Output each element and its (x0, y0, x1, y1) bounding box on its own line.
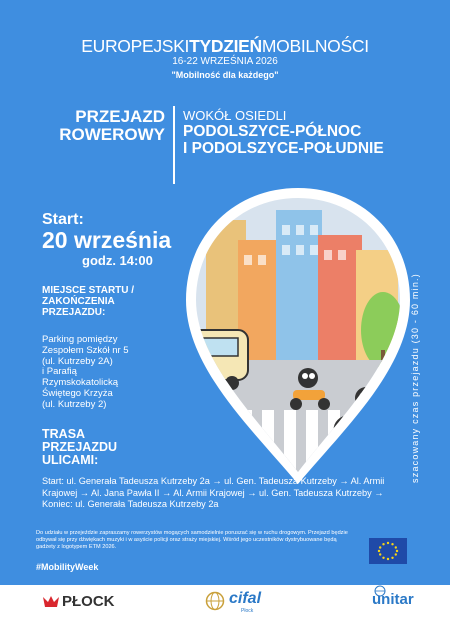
place-heading: MIEJSCE STARTU / ZAKOŃCZENIA PRZEJAZDU: (42, 285, 135, 318)
ride-type: PRZEJAZD ROWEROWY (59, 107, 165, 144)
place-text: Parking pomiędzy Zespołem Szkół nr 5 (ul. Kutrzeby 2A) i Parafią Rzymskokatolicką Świętego Krzyża (ul. Kutrzeby 2) (42, 334, 129, 410)
duration-vertical-text: szacowany czas przejazdu (30 - 60 min.) (410, 272, 420, 483)
event-slogan: "Mobilność dla każdego" (171, 70, 279, 80)
globe-icon (205, 591, 225, 611)
sponsor-logos: PŁOCK cifal Płock unitar (0, 585, 450, 620)
eu-flag-icon (369, 538, 407, 564)
route-text: Start: ul. Generała Tadeusza Kutrzeby 2a → ul. Gen. Tadeusza Kutrzeby → Al. Armii Krajowej → Al. Jana Pawła II → Al. Armii Krajowej → ul. Gen. Tadeusza Kutrzeby → Koniec: ul. Generała Tadeusza Kutrzeby 2a (42, 476, 385, 509)
ride-area: WOKÓŁ OSIEDLI PODOLSZYCE-PÓŁNOC I PODOLSZYCE-POŁUDNIE (183, 108, 384, 157)
event-dates: 16-22 WRZEŚNIA 2026 (172, 56, 278, 67)
start-info (42, 212, 171, 270)
route-heading: TRASA PRZEJAZDU ULICAMI: (42, 427, 118, 467)
hashtag: #MobilityWeek (36, 562, 99, 572)
start-label: Start: (42, 211, 84, 228)
title-divider (173, 106, 175, 184)
map-pin-illustration (178, 180, 418, 490)
start-date: 20 września (42, 227, 172, 253)
event-title: EUROPEJSKITYDZIEŃMOBILNOŚCI (81, 36, 369, 56)
start-time: godz. 14:00 (82, 253, 153, 268)
plock-eagle-icon (42, 594, 60, 610)
participation-note: Do udziału w przejeździe zapraszamy rowerzystów mogących samodzielnie poruszać się w ruchu drogowym. Przejazd będzie odbywał się przy dźwiękach muzyki i w asyście policji oraz straży miejskiej. Wśród jego uczestników dystrybuowane będą gadżety z logotypem ETM 2026. (36, 530, 348, 550)
